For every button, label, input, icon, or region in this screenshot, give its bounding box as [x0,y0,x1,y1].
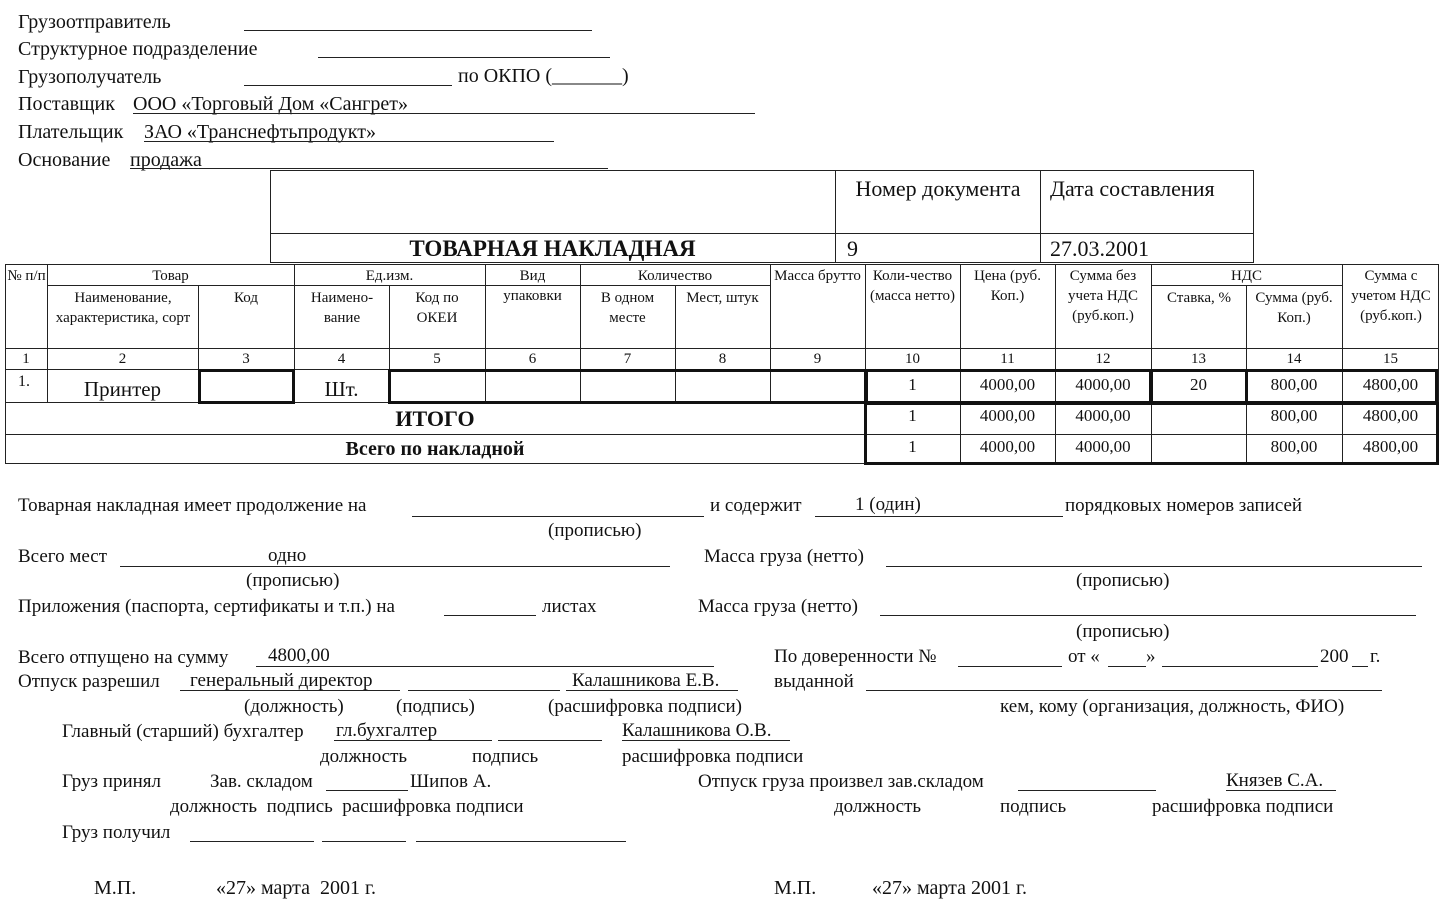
consignee-line [244,85,452,86]
itogo-vat-sum: 800,00 [1270,406,1318,425]
hints-row-left: должность подпись расшифровка подписи [170,796,524,817]
th-goods-name: Наименование, характеристика, сорт [55,290,191,326]
col-num-1: 1 [22,351,30,367]
sign-hint-2: подпись [472,746,539,767]
chief-acc-sign-line [498,740,602,741]
pos-hint-3: должность [834,796,922,817]
proxy-day-line [1108,666,1146,667]
row-name: Принтер [83,377,162,401]
th-net: Коли-чество (масса нетто) [869,268,956,304]
doc-date-label: Дата составления [1050,176,1215,201]
th-goods: Товар [152,268,189,284]
col-num-10: 10 [905,351,920,367]
decode-hint-3: расшифровка подписи [1152,796,1334,817]
contains-value: 1 (один) [855,494,921,515]
itogo-price: 4000,00 [979,406,1036,425]
col-num-15: 15 [1383,351,1398,367]
row-frame-mid [388,369,868,404]
issued-hint: кем, кому (организация, должность, ФИО) [1000,696,1345,717]
continuation-line [412,516,704,517]
sheets-label: листах [542,596,597,617]
received-sign-line [322,841,406,842]
places-line [120,566,670,567]
net-mass-line-1 [886,566,1422,567]
vsego-vat-sum: 800,00 [1270,437,1318,456]
row-vat-sum: 800,00 [1270,375,1318,394]
proxy-label: По доверенности № [774,646,937,667]
th-gross: Масса брутто [774,268,861,284]
doc-number-label: Номер документа [855,176,1021,201]
decode-hint: (расшифровка подписи) [548,696,742,717]
th-vat-rate: Ставка, % [1167,290,1231,306]
net-mass-label-1: Масса груза (нетто) [704,546,864,567]
accepted-position: Зав. складом [210,771,313,792]
vsego-sum: 4000,00 [1075,437,1131,456]
basis-value: продажа [130,149,202,171]
itogo-sum: 4000,00 [1075,406,1131,425]
doc-number: 9 [847,236,858,261]
col-num-2: 2 [118,351,127,367]
th-qty-one: В одном месте [600,290,655,326]
proxy-from: от « [1068,646,1100,667]
vsego-label: Всего по накладной [345,438,525,460]
th-num: № п/п [7,268,46,284]
accepted-name: Шипов А. [410,771,492,792]
itogo-qty: 1 [908,406,917,425]
proxy-quote: » [1146,646,1156,667]
th-sum-no-vat: Сумма без учета НДС (руб.коп.) [1068,268,1138,324]
cargo-received-label: Груз получил [62,822,171,843]
stamp-left: М.П. [94,877,137,899]
col-num-7: 7 [623,351,632,367]
division-label: Структурное подразделение [18,38,258,60]
th-pack: Вид упаковки [503,268,562,304]
net-mass-label-2: Масса груза (нетто) [698,596,858,617]
contains-label: и содержит [710,495,802,516]
release-sign-line [408,690,560,691]
col-num-4: 4 [337,351,346,367]
row-total: 4800,00 [1362,375,1419,394]
places-label: Всего мест [18,546,108,567]
page-title: ТОВАРНАЯ НАКЛАДНАЯ [409,236,696,261]
continuation-label: Товарная накладная имеет продолжение на [18,495,367,516]
cargo-accepted-label: Груз принял [62,771,162,792]
received-position-line [190,841,314,842]
itogo-label: ИТОГО [395,406,475,431]
received-name-line [416,841,626,842]
vsego-price: 4000,00 [979,437,1036,456]
released-sum-value: 4800,00 [268,645,330,666]
chief-acc-name: Калашникова О.В. [622,720,772,741]
col-num-5: 5 [433,351,441,367]
stamp-right: М.П. [774,877,817,899]
th-qty-places: Мест, штук [686,290,759,306]
supplier-line [133,113,755,114]
contains-line [815,516,1063,517]
issued-label: выданной [774,671,854,692]
proxy-month-line [1162,666,1318,667]
col-num-8: 8 [718,351,727,367]
date-left: «27» марта 2001 г. [216,877,376,899]
th-qty: Количество [637,268,713,284]
in-words-hint-1: (прописью) [548,520,642,541]
itogo-total: 4800,00 [1362,406,1419,425]
shipper-line [244,30,592,31]
row-qty: 1 [908,375,917,394]
attachments-label: Приложения (паспорта, сертификаты и т.п.) на [18,596,395,617]
pos-hint-2: должность [320,746,408,767]
supplier-value: ООО «Торговый Дом «Сангрет» [133,93,408,115]
row-price: 4000,00 [979,375,1036,394]
pos-hint: (должность) [244,696,344,717]
th-unit: Ед.изм. [365,268,414,284]
consignee-label: Грузополучатель [18,66,162,88]
in-words-hint-2: (прописью) [246,570,340,591]
chief-acc-label: Главный (старший) бухгалтер [62,721,304,742]
payer-value: ЗАО «Транснефтьпродукт» [144,121,376,143]
col-num-14: 14 [1286,351,1302,367]
basis-line [130,168,608,169]
code-cell-frame [198,369,295,404]
row-vat-rate: 20 [1190,375,1207,394]
issued-line [866,690,1382,691]
th-price: Цена (руб. Коп.) [974,268,1041,304]
chief-acc-position: гл.бухгалтер [336,720,438,741]
supplier-label: Поставщик [18,93,115,115]
in-words-hint-3: (прописью) [1076,570,1170,591]
release-name: Калашникова Е.В. [572,670,720,691]
released-by-label: Отпуск груза произвел зав.складом [698,771,984,792]
proxy-year-line [1352,666,1368,667]
th-sum-vat: Сумма с учетом НДС (руб.коп.) [1351,268,1431,324]
col-num-12: 12 [1095,351,1111,367]
row-sum: 4000,00 [1075,375,1131,394]
proxy-g: г. [1370,646,1381,667]
vsego-total: 4800,00 [1362,437,1419,456]
division-line [318,57,610,58]
proxy-number-line [958,666,1062,667]
shipper-label: Грузоотправитель [18,11,171,33]
vsego-qty: 1 [908,437,917,456]
col-num-3: 3 [242,351,250,367]
places-value: одно [268,545,307,566]
doc-date: 27.03.2001 [1050,236,1149,261]
in-words-hint-4: (прописью) [1076,621,1170,642]
th-vat: НДС [1230,268,1263,284]
th-unit-name: Наимено-вание [310,290,374,326]
accepted-sign-line [326,790,408,791]
released-by-name: Князев С.А. [1226,770,1324,791]
row-unit: Шт. [324,377,359,401]
date-right: «27» марта 2001 г. [872,877,1027,899]
released-sum-label: Всего отпущено на сумму [18,647,229,668]
th-unit-okei: Код по ОКЕИ [415,290,459,326]
released-by-sign-line [1018,790,1156,791]
release-permitted-label: Отпуск разрешил [18,671,160,692]
sign-hint: (подпись) [396,696,475,717]
net-mass-line-2 [880,615,1416,616]
attachments-line [444,615,536,616]
col-num-6: 6 [528,351,537,367]
decode-hint-2: расшифровка подписи [622,746,804,767]
col-num-11: 11 [1000,351,1015,367]
payer-line [144,141,554,142]
row-num: 1. [18,373,30,390]
sign-hint-3: подпись [1000,796,1067,817]
col-num-9: 9 [813,351,822,367]
release-position: генеральный директор [190,670,373,691]
proxy-year: 200 [1320,646,1349,667]
basis-label: Основание [18,149,111,171]
okpo-label: по ОКПО (_______) [458,65,629,87]
col-num-13: 13 [1191,351,1206,367]
payer-label: Плательщик [18,121,124,143]
th-vat-sum: Сумма (руб. Коп.) [1255,290,1333,326]
records-label: порядковых номеров записей [1065,495,1303,516]
th-goods-code: Код [234,290,258,306]
